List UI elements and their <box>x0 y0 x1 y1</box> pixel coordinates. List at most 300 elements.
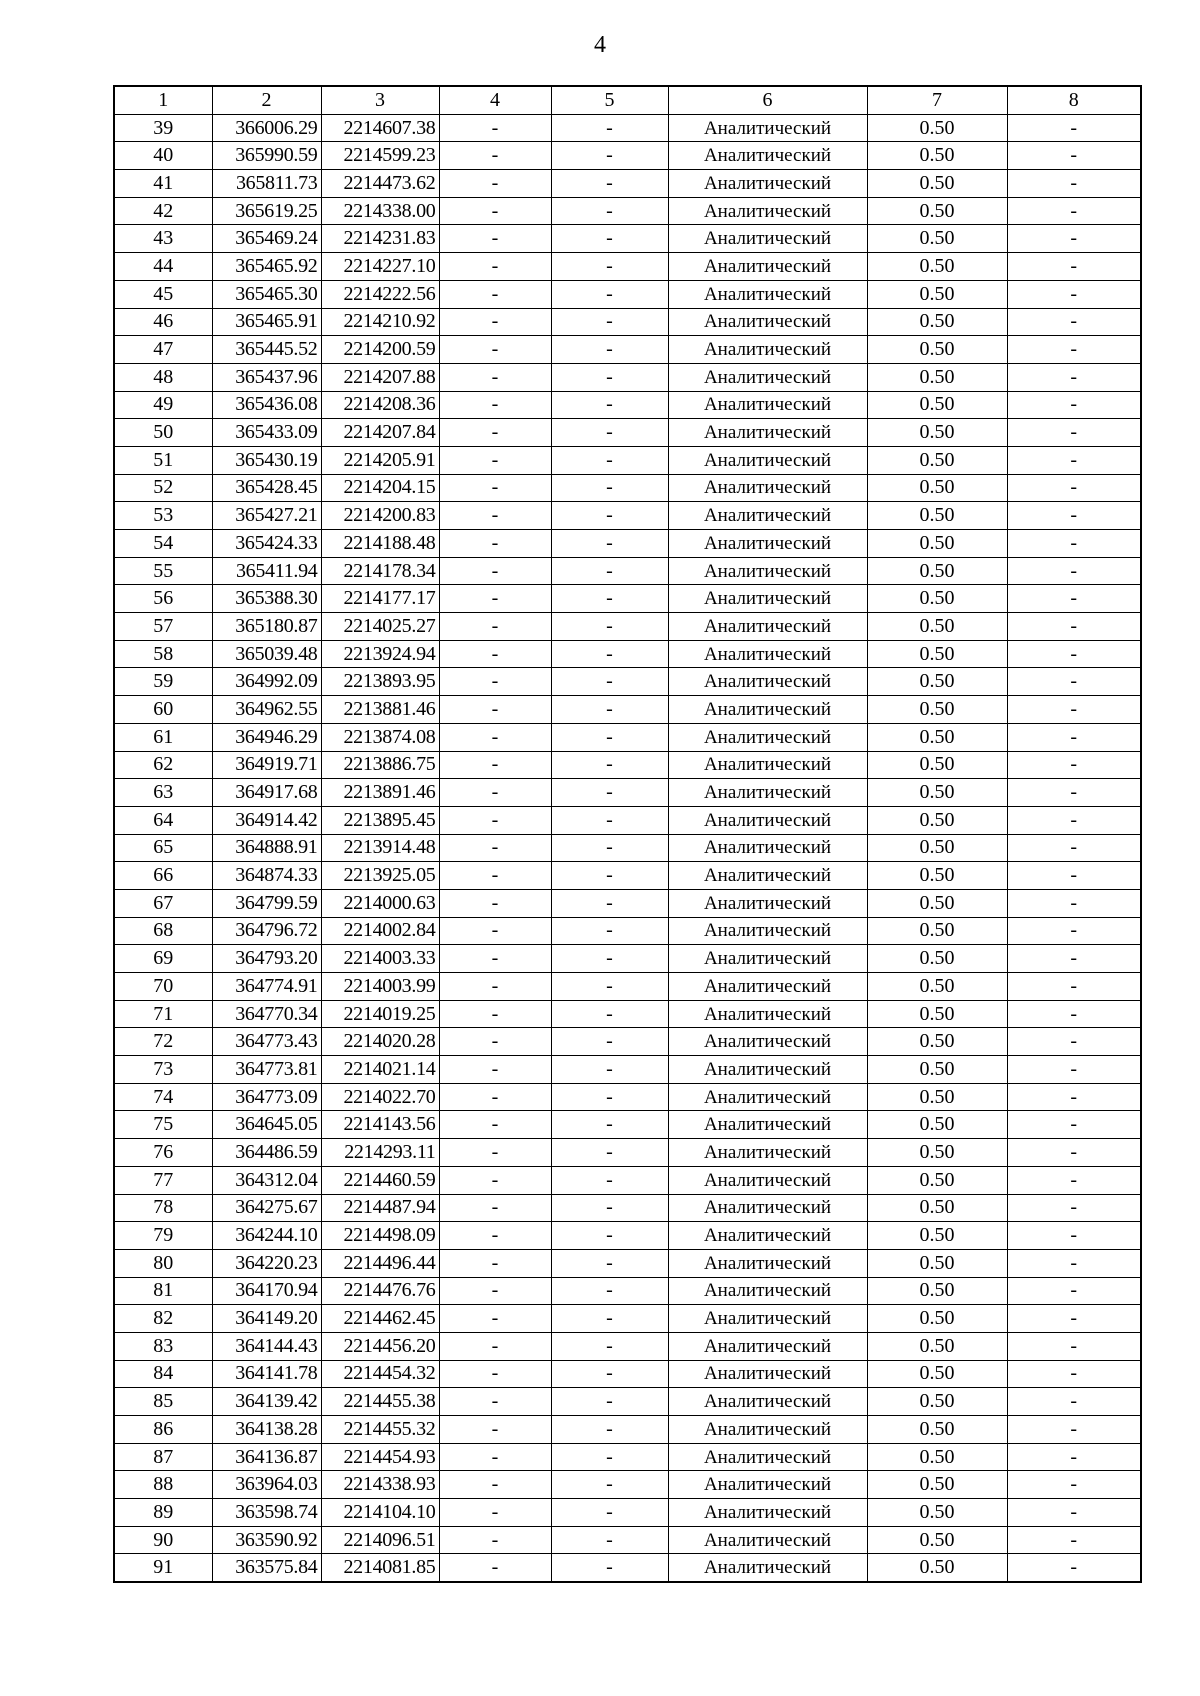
accuracy-cell: 0.50 <box>867 1499 1007 1527</box>
col8-cell: - <box>1007 585 1141 613</box>
table-row <box>114 1443 1141 1471</box>
y-coordinate-cell: 2213914.48 <box>321 834 439 862</box>
x-coordinate-cell: 364141.78 <box>212 1360 321 1388</box>
col8-cell: - <box>1007 1554 1141 1582</box>
col5-cell: - <box>551 834 668 862</box>
table-row <box>114 280 1141 308</box>
point-number-cell: 58 <box>114 640 212 668</box>
col5-cell: - <box>551 280 668 308</box>
x-coordinate-cell: 364799.59 <box>212 889 321 917</box>
table-row <box>114 1499 1141 1527</box>
method-cell: Аналитический <box>668 308 867 336</box>
accuracy-cell: 0.50 <box>867 280 1007 308</box>
x-coordinate-cell: 364773.81 <box>212 1056 321 1084</box>
method-cell: Аналитический <box>668 1028 867 1056</box>
col5-cell: - <box>551 1305 668 1333</box>
table-row <box>114 1360 1141 1388</box>
y-coordinate-cell: 2214208.36 <box>321 391 439 419</box>
y-coordinate-cell: 2214025.27 <box>321 613 439 641</box>
col4-cell: - <box>439 696 551 724</box>
table-row <box>114 1028 1141 1056</box>
method-cell: Аналитический <box>668 1139 867 1167</box>
y-coordinate-cell: 2213881.46 <box>321 696 439 724</box>
accuracy-cell: 0.50 <box>867 640 1007 668</box>
col8-cell: - <box>1007 1332 1141 1360</box>
point-number-cell: 45 <box>114 280 212 308</box>
method-cell: Аналитический <box>668 474 867 502</box>
table-row <box>114 751 1141 779</box>
col5-cell: - <box>551 585 668 613</box>
table-row <box>114 585 1141 613</box>
method-cell: Аналитический <box>668 1443 867 1471</box>
x-coordinate-cell: 364917.68 <box>212 779 321 807</box>
col4-cell: - <box>439 142 551 170</box>
point-number-cell: 54 <box>114 530 212 558</box>
table-row <box>114 1416 1141 1444</box>
x-coordinate-cell: 363964.03 <box>212 1471 321 1499</box>
x-coordinate-cell: 364992.09 <box>212 668 321 696</box>
point-number-cell: 78 <box>114 1194 212 1222</box>
col4-cell: - <box>439 668 551 696</box>
col4-cell: - <box>439 640 551 668</box>
col5-cell: - <box>551 751 668 779</box>
point-number-cell: 60 <box>114 696 212 724</box>
accuracy-cell: 0.50 <box>867 474 1007 502</box>
col8-cell: - <box>1007 446 1141 474</box>
col5-cell: - <box>551 1166 668 1194</box>
x-coordinate-cell: 364486.59 <box>212 1139 321 1167</box>
point-number-cell: 41 <box>114 170 212 198</box>
col5-cell: - <box>551 225 668 253</box>
x-coordinate-cell: 364144.43 <box>212 1332 321 1360</box>
column-header: 3 <box>321 86 439 114</box>
col8-cell: - <box>1007 917 1141 945</box>
accuracy-cell: 0.50 <box>867 225 1007 253</box>
col5-cell: - <box>551 862 668 890</box>
accuracy-cell: 0.50 <box>867 114 1007 142</box>
col4-cell: - <box>439 1360 551 1388</box>
col4-cell: - <box>439 1249 551 1277</box>
x-coordinate-cell: 365424.33 <box>212 530 321 558</box>
accuracy-cell: 0.50 <box>867 945 1007 973</box>
point-number-cell: 81 <box>114 1277 212 1305</box>
x-coordinate-cell: 363575.84 <box>212 1554 321 1582</box>
point-number-cell: 47 <box>114 336 212 364</box>
col4-cell: - <box>439 308 551 336</box>
method-cell: Аналитический <box>668 446 867 474</box>
col5-cell: - <box>551 1388 668 1416</box>
accuracy-cell: 0.50 <box>867 585 1007 613</box>
col4-cell: - <box>439 889 551 917</box>
page-number: 4 <box>594 32 606 58</box>
col4-cell: - <box>439 1222 551 1250</box>
y-coordinate-cell: 2214205.91 <box>321 446 439 474</box>
col8-cell: - <box>1007 557 1141 585</box>
accuracy-cell: 0.50 <box>867 973 1007 1001</box>
x-coordinate-cell: 364170.94 <box>212 1277 321 1305</box>
col5-cell: - <box>551 419 668 447</box>
y-coordinate-cell: 2214003.99 <box>321 973 439 1001</box>
column-header: 7 <box>867 86 1007 114</box>
table-row <box>114 197 1141 225</box>
col8-cell: - <box>1007 1416 1141 1444</box>
col8-cell: - <box>1007 280 1141 308</box>
col8-cell: - <box>1007 1056 1141 1084</box>
point-number-cell: 63 <box>114 779 212 807</box>
y-coordinate-cell: 2214002.84 <box>321 917 439 945</box>
point-number-cell: 65 <box>114 834 212 862</box>
point-number-cell: 91 <box>114 1554 212 1582</box>
point-number-cell: 42 <box>114 197 212 225</box>
point-number-cell: 48 <box>114 363 212 391</box>
col4-cell: - <box>439 973 551 1001</box>
col8-cell: - <box>1007 1000 1141 1028</box>
point-number-cell: 55 <box>114 557 212 585</box>
col8-cell: - <box>1007 1222 1141 1250</box>
x-coordinate-cell: 365180.87 <box>212 613 321 641</box>
y-coordinate-cell: 2214177.17 <box>321 585 439 613</box>
x-coordinate-cell: 363590.92 <box>212 1526 321 1554</box>
col4-cell: - <box>439 1305 551 1333</box>
accuracy-cell: 0.50 <box>867 1083 1007 1111</box>
y-coordinate-cell: 2214022.70 <box>321 1083 439 1111</box>
col8-cell: - <box>1007 1028 1141 1056</box>
y-coordinate-cell: 2214210.92 <box>321 308 439 336</box>
table-row <box>114 1277 1141 1305</box>
col4-cell: - <box>439 945 551 973</box>
x-coordinate-cell: 365039.48 <box>212 640 321 668</box>
y-coordinate-cell: 2213891.46 <box>321 779 439 807</box>
point-number-cell: 40 <box>114 142 212 170</box>
accuracy-cell: 0.50 <box>867 696 1007 724</box>
col5-cell: - <box>551 1443 668 1471</box>
col5-cell: - <box>551 530 668 558</box>
point-number-cell: 44 <box>114 253 212 281</box>
method-cell: Аналитический <box>668 945 867 973</box>
table-row <box>114 1139 1141 1167</box>
y-coordinate-cell: 2213895.45 <box>321 806 439 834</box>
col5-cell: - <box>551 197 668 225</box>
y-coordinate-cell: 2213886.75 <box>321 751 439 779</box>
x-coordinate-cell: 365465.91 <box>212 308 321 336</box>
col4-cell: - <box>439 1111 551 1139</box>
col4-cell: - <box>439 585 551 613</box>
method-cell: Аналитический <box>668 640 867 668</box>
y-coordinate-cell: 2214338.00 <box>321 197 439 225</box>
table-row <box>114 170 1141 198</box>
col5-cell: - <box>551 1249 668 1277</box>
table-row <box>114 723 1141 751</box>
table-row <box>114 1000 1141 1028</box>
accuracy-cell: 0.50 <box>867 530 1007 558</box>
method-cell: Аналитический <box>668 1111 867 1139</box>
y-coordinate-cell: 2214204.15 <box>321 474 439 502</box>
point-number-cell: 53 <box>114 502 212 530</box>
table-row <box>114 889 1141 917</box>
x-coordinate-cell: 364149.20 <box>212 1305 321 1333</box>
col4-cell: - <box>439 723 551 751</box>
col5-cell: - <box>551 1194 668 1222</box>
method-cell: Аналитический <box>668 806 867 834</box>
col8-cell: - <box>1007 806 1141 834</box>
col4-cell: - <box>439 1000 551 1028</box>
table-row <box>114 945 1141 973</box>
x-coordinate-cell: 363598.74 <box>212 1499 321 1527</box>
col4-cell: - <box>439 1443 551 1471</box>
x-coordinate-cell: 364919.71 <box>212 751 321 779</box>
col8-cell: - <box>1007 391 1141 419</box>
accuracy-cell: 0.50 <box>867 197 1007 225</box>
col4-cell: - <box>439 1083 551 1111</box>
y-coordinate-cell: 2214200.59 <box>321 336 439 364</box>
col8-cell: - <box>1007 1277 1141 1305</box>
x-coordinate-cell: 364773.43 <box>212 1028 321 1056</box>
table-row <box>114 1222 1141 1250</box>
col4-cell: - <box>439 502 551 530</box>
table-row <box>114 806 1141 834</box>
point-number-cell: 70 <box>114 973 212 1001</box>
col4-cell: - <box>439 1277 551 1305</box>
col4-cell: - <box>439 834 551 862</box>
method-cell: Аналитический <box>668 696 867 724</box>
col5-cell: - <box>551 1222 668 1250</box>
accuracy-cell: 0.50 <box>867 668 1007 696</box>
y-coordinate-cell: 2214454.93 <box>321 1443 439 1471</box>
col8-cell: - <box>1007 170 1141 198</box>
col4-cell: - <box>439 1332 551 1360</box>
x-coordinate-cell: 364773.09 <box>212 1083 321 1111</box>
method-cell: Аналитический <box>668 170 867 198</box>
x-coordinate-cell: 365990.59 <box>212 142 321 170</box>
col4-cell: - <box>439 114 551 142</box>
point-number-cell: 46 <box>114 308 212 336</box>
point-number-cell: 71 <box>114 1000 212 1028</box>
table-row <box>114 779 1141 807</box>
point-number-cell: 56 <box>114 585 212 613</box>
point-number-cell: 52 <box>114 474 212 502</box>
table-row <box>114 391 1141 419</box>
point-number-cell: 85 <box>114 1388 212 1416</box>
col4-cell: - <box>439 1139 551 1167</box>
col4-cell: - <box>439 225 551 253</box>
col4-cell: - <box>439 613 551 641</box>
accuracy-cell: 0.50 <box>867 1194 1007 1222</box>
col4-cell: - <box>439 1526 551 1554</box>
col5-cell: - <box>551 391 668 419</box>
accuracy-cell: 0.50 <box>867 806 1007 834</box>
accuracy-cell: 0.50 <box>867 1443 1007 1471</box>
col4-cell: - <box>439 1166 551 1194</box>
x-coordinate-cell: 365436.08 <box>212 391 321 419</box>
table-row <box>114 1471 1141 1499</box>
table-row <box>114 474 1141 502</box>
table-row <box>114 668 1141 696</box>
y-coordinate-cell: 2214143.56 <box>321 1111 439 1139</box>
y-coordinate-cell: 2214104.10 <box>321 1499 439 1527</box>
col5-cell: - <box>551 308 668 336</box>
point-number-cell: 74 <box>114 1083 212 1111</box>
col4-cell: - <box>439 253 551 281</box>
method-cell: Аналитический <box>668 613 867 641</box>
table-row <box>114 1554 1141 1582</box>
method-cell: Аналитический <box>668 668 867 696</box>
col4-cell: - <box>439 446 551 474</box>
point-number-cell: 80 <box>114 1249 212 1277</box>
col5-cell: - <box>551 502 668 530</box>
table-row <box>114 640 1141 668</box>
x-coordinate-cell: 364774.91 <box>212 973 321 1001</box>
accuracy-cell: 0.50 <box>867 1139 1007 1167</box>
method-cell: Аналитический <box>668 1194 867 1222</box>
col4-cell: - <box>439 170 551 198</box>
col8-cell: - <box>1007 363 1141 391</box>
col8-cell: - <box>1007 973 1141 1001</box>
point-number-cell: 39 <box>114 114 212 142</box>
x-coordinate-cell: 364888.91 <box>212 834 321 862</box>
point-number-cell: 50 <box>114 419 212 447</box>
col8-cell: - <box>1007 696 1141 724</box>
method-cell: Аналитический <box>668 1056 867 1084</box>
accuracy-cell: 0.50 <box>867 142 1007 170</box>
accuracy-cell: 0.50 <box>867 336 1007 364</box>
method-cell: Аналитический <box>668 142 867 170</box>
x-coordinate-cell: 364796.72 <box>212 917 321 945</box>
point-number-cell: 59 <box>114 668 212 696</box>
table-row <box>114 114 1141 142</box>
col4-cell: - <box>439 419 551 447</box>
col5-cell: - <box>551 1028 668 1056</box>
method-cell: Аналитический <box>668 1166 867 1194</box>
method-cell: Аналитический <box>668 973 867 1001</box>
point-number-cell: 86 <box>114 1416 212 1444</box>
accuracy-cell: 0.50 <box>867 391 1007 419</box>
col8-cell: - <box>1007 1194 1141 1222</box>
table-row <box>114 1249 1141 1277</box>
table-row <box>114 1083 1141 1111</box>
y-coordinate-cell: 2214003.33 <box>321 945 439 973</box>
y-coordinate-cell: 2214599.23 <box>321 142 439 170</box>
y-coordinate-cell: 2214200.83 <box>321 502 439 530</box>
accuracy-cell: 0.50 <box>867 1360 1007 1388</box>
col5-cell: - <box>551 1416 668 1444</box>
table-row <box>114 834 1141 862</box>
accuracy-cell: 0.50 <box>867 1554 1007 1582</box>
point-number-cell: 67 <box>114 889 212 917</box>
y-coordinate-cell: 2213893.95 <box>321 668 439 696</box>
method-cell: Аналитический <box>668 1332 867 1360</box>
y-coordinate-cell: 2214000.63 <box>321 889 439 917</box>
col5-cell: - <box>551 779 668 807</box>
col5-cell: - <box>551 973 668 1001</box>
point-number-cell: 72 <box>114 1028 212 1056</box>
col5-cell: - <box>551 1111 668 1139</box>
table-row <box>114 1388 1141 1416</box>
accuracy-cell: 0.50 <box>867 723 1007 751</box>
col8-cell: - <box>1007 1305 1141 1333</box>
col4-cell: - <box>439 474 551 502</box>
x-coordinate-cell: 364770.34 <box>212 1000 321 1028</box>
table-row <box>114 225 1141 253</box>
col5-cell: - <box>551 806 668 834</box>
method-cell: Аналитический <box>668 1083 867 1111</box>
y-coordinate-cell: 2213924.94 <box>321 640 439 668</box>
x-coordinate-cell: 364244.10 <box>212 1222 321 1250</box>
x-coordinate-cell: 365437.96 <box>212 363 321 391</box>
point-number-cell: 68 <box>114 917 212 945</box>
point-number-cell: 43 <box>114 225 212 253</box>
x-coordinate-cell: 365430.19 <box>212 446 321 474</box>
x-coordinate-cell: 365469.24 <box>212 225 321 253</box>
method-cell: Аналитический <box>668 862 867 890</box>
col8-cell: - <box>1007 1388 1141 1416</box>
point-number-cell: 73 <box>114 1056 212 1084</box>
y-coordinate-cell: 2214496.44 <box>321 1249 439 1277</box>
y-coordinate-cell: 2214487.94 <box>321 1194 439 1222</box>
col4-cell: - <box>439 1499 551 1527</box>
y-coordinate-cell: 2214178.34 <box>321 557 439 585</box>
column-header: 4 <box>439 86 551 114</box>
accuracy-cell: 0.50 <box>867 1028 1007 1056</box>
col5-cell: - <box>551 1471 668 1499</box>
column-header: 6 <box>668 86 867 114</box>
col8-cell: - <box>1007 723 1141 751</box>
table-row <box>114 363 1141 391</box>
accuracy-cell: 0.50 <box>867 1526 1007 1554</box>
accuracy-cell: 0.50 <box>867 1416 1007 1444</box>
method-cell: Аналитический <box>668 530 867 558</box>
table-row <box>114 973 1141 1001</box>
method-cell: Аналитический <box>668 889 867 917</box>
table-row <box>114 308 1141 336</box>
method-cell: Аналитический <box>668 585 867 613</box>
y-coordinate-cell: 2214460.59 <box>321 1166 439 1194</box>
column-header: 5 <box>551 86 668 114</box>
method-cell: Аналитический <box>668 280 867 308</box>
col4-cell: - <box>439 779 551 807</box>
table-header-row <box>114 86 1141 114</box>
y-coordinate-cell: 2214498.09 <box>321 1222 439 1250</box>
col5-cell: - <box>551 1332 668 1360</box>
x-coordinate-cell: 364874.33 <box>212 862 321 890</box>
col8-cell: - <box>1007 1249 1141 1277</box>
method-cell: Аналитический <box>668 1360 867 1388</box>
col4-cell: - <box>439 862 551 890</box>
column-header: 2 <box>212 86 321 114</box>
table-row <box>114 1332 1141 1360</box>
point-number-cell: 49 <box>114 391 212 419</box>
x-coordinate-cell: 364793.20 <box>212 945 321 973</box>
y-coordinate-cell: 2214207.88 <box>321 363 439 391</box>
x-coordinate-cell: 365445.52 <box>212 336 321 364</box>
col4-cell: - <box>439 280 551 308</box>
col8-cell: - <box>1007 1471 1141 1499</box>
col8-cell: - <box>1007 114 1141 142</box>
col4-cell: - <box>439 917 551 945</box>
x-coordinate-cell: 364138.28 <box>212 1416 321 1444</box>
y-coordinate-cell: 2214454.32 <box>321 1360 439 1388</box>
col4-cell: - <box>439 363 551 391</box>
accuracy-cell: 0.50 <box>867 1305 1007 1333</box>
col5-cell: - <box>551 1000 668 1028</box>
col4-cell: - <box>439 806 551 834</box>
x-coordinate-cell: 365388.30 <box>212 585 321 613</box>
accuracy-cell: 0.50 <box>867 862 1007 890</box>
col8-cell: - <box>1007 751 1141 779</box>
accuracy-cell: 0.50 <box>867 363 1007 391</box>
y-coordinate-cell: 2214473.62 <box>321 170 439 198</box>
col8-cell: - <box>1007 225 1141 253</box>
accuracy-cell: 0.50 <box>867 308 1007 336</box>
